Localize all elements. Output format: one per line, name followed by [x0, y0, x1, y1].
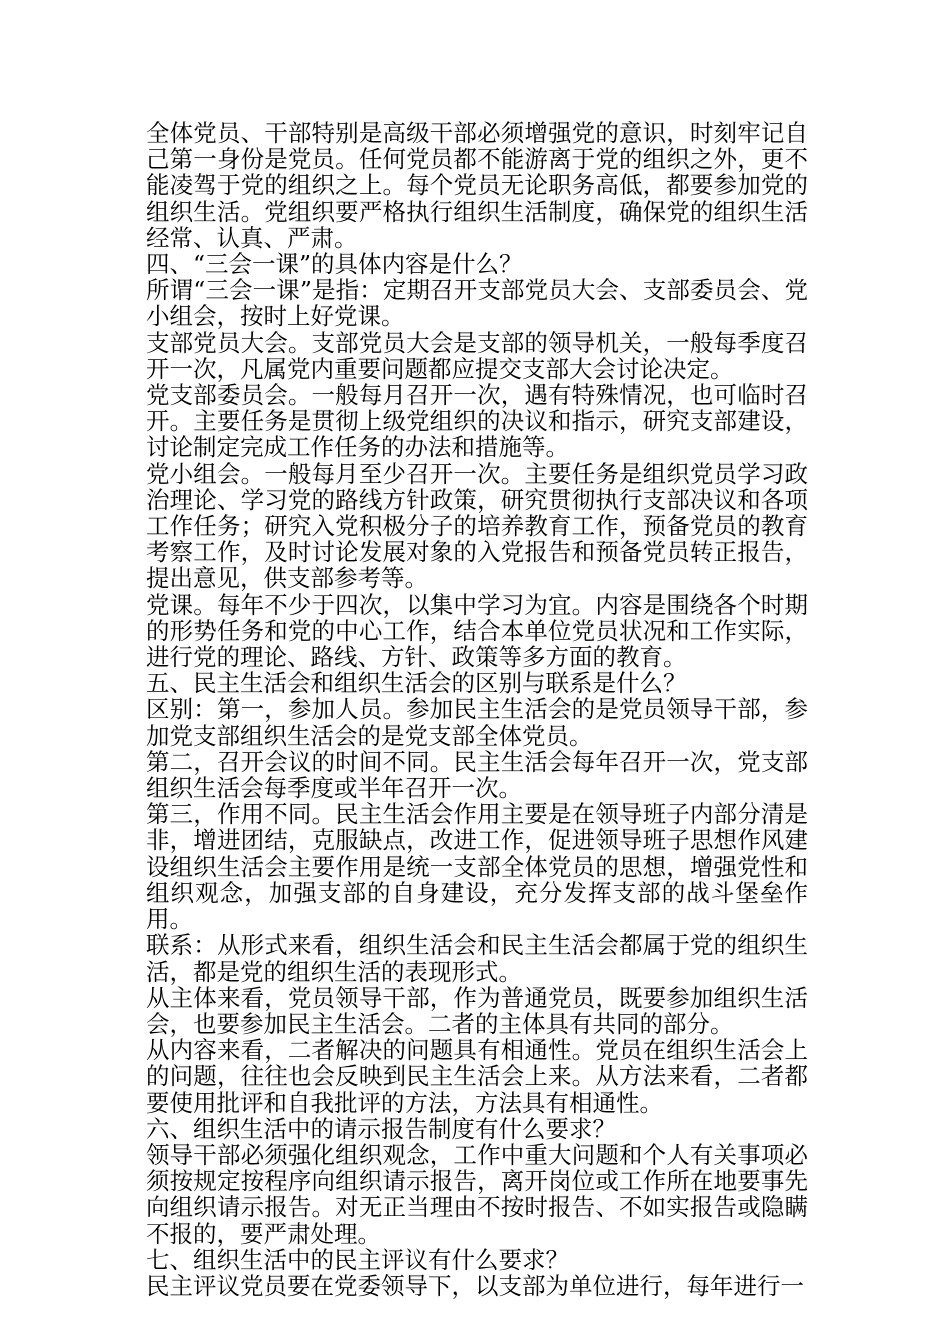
paragraph-branch-general-meeting: 支部党员大会。支部党员大会是支部的领导机关，一般每季度召开一次，凡属党内重要问题都应提交支部大会讨论决定。 [146, 328, 808, 383]
paragraph-party-lecture: 党课。每年不少于四次，以集中学习为宜。内容是围绕各个时期的形势任务和党的中心工作，结合本单位党员状况和工作实际，进行党的理论、路线、方针、政策等多方面的教育。 [146, 590, 808, 672]
paragraph-party-group-meeting: 党小组会。一般每月至少召开一次。主要任务是组织党员学习政治理论、学习党的路线方针政策，研究贯彻执行支部决议和各项工作任务；研究入党积极分子的培养教育工作，预备党员的教育考察工作，及时讨论发展对象的入党报告和预备党员转正报告，提出意见，供支部参考等。 [146, 459, 808, 593]
paragraph-branch-committee: 党支部委员会。一般每月召开一次，遇有特殊情况，也可临时召开。主要任务是贯彻上级党组织的决议和指示，研究支部建设，讨论制定完成工作任务的办法和措施等。 [146, 381, 808, 462]
heading-section-4: 四、“三会一课”的具体内容是什么？ [146, 250, 523, 279]
heading-section-6: 六、组织生活中的请示报告制度有什么要求？ [146, 1114, 616, 1143]
paragraph-connection-subject: 从主体来看，党员领导干部，作为普通党员，既要参加组织生活会，也要参加民主生活会。二者的主体具有共同的部分。 [146, 983, 808, 1038]
paragraph-reporting-requirements: 领导干部必须强化组织观念，工作中重大问题和个人有关事项必须按规定按程序向组织请示报告，离开岗位或工作所在地要事先向组织请示报告。对无正当理由不按时报告、不如实报告或隐瞒不报的，要严肃处理。 [146, 1140, 808, 1248]
paragraph-three-meetings-definition: 所谓“三会一课”是指：定期召开支部党员大会、支部委员会、党小组会，按时上好党课。 [146, 276, 808, 331]
paragraph-difference-timing: 第二，召开会议的时间不同。民主生活会每年召开一次，党支部组织生活会每季度或半年召开一次。 [146, 747, 808, 803]
paragraph-difference-function: 第三，作用不同。民主生活会作用主要是在领导班子内部分清是非，增进团结，克服缺点，改进工作，促进领导班子思想作风建设组织生活会主要作用是统一支部全体党员的思想，增强党性和组织观念，加强支部的自身建设，充分发挥支部的战斗堡垒作用。 [146, 800, 808, 934]
document-page [146, 120, 808, 1299]
heading-section-5: 五、民主生活会和组织生活会的区别与联系是什么？ [146, 669, 687, 698]
paragraph-connection-form: 联系：从形式来看，组织生活会和民主生活会都属于党的组织生活，都是党的组织生活的表现形式。 [146, 931, 808, 986]
paragraph-democratic-review: 民主评议党员要在党委领导下，以支部为单位进行，每年进行一 [146, 1271, 804, 1300]
paragraph-party-awareness: 全体党员、干部特别是高级干部必须增强党的意识，时刻牢记自己第一身份是党员。任何党员都不能游离于党的组织之外，更不能凌驾于党的组织之上。每个党员无论职务高低，都要参加党的组织生活。党组织要严格执行组织生活制度，确保党的组织生活经常、认真、严肃。 [146, 119, 808, 252]
paragraph-difference-participants: 区别：第一，参加人员。参加民主生活会的是党员领导干部，参加党支部组织生活会的是党支部全体党员。 [146, 695, 808, 750]
paragraph-connection-content: 从内容来看，二者解决的问题具有相通性。党员在组织生活会上的问题，往往也会反映到民主生活会上来。从方法来看，二者都要使用批评和自我批评的方法，方法具有相通性。 [146, 1036, 808, 1117]
heading-section-7: 七、组织生活中的民主评议有什么要求？ [146, 1245, 569, 1274]
